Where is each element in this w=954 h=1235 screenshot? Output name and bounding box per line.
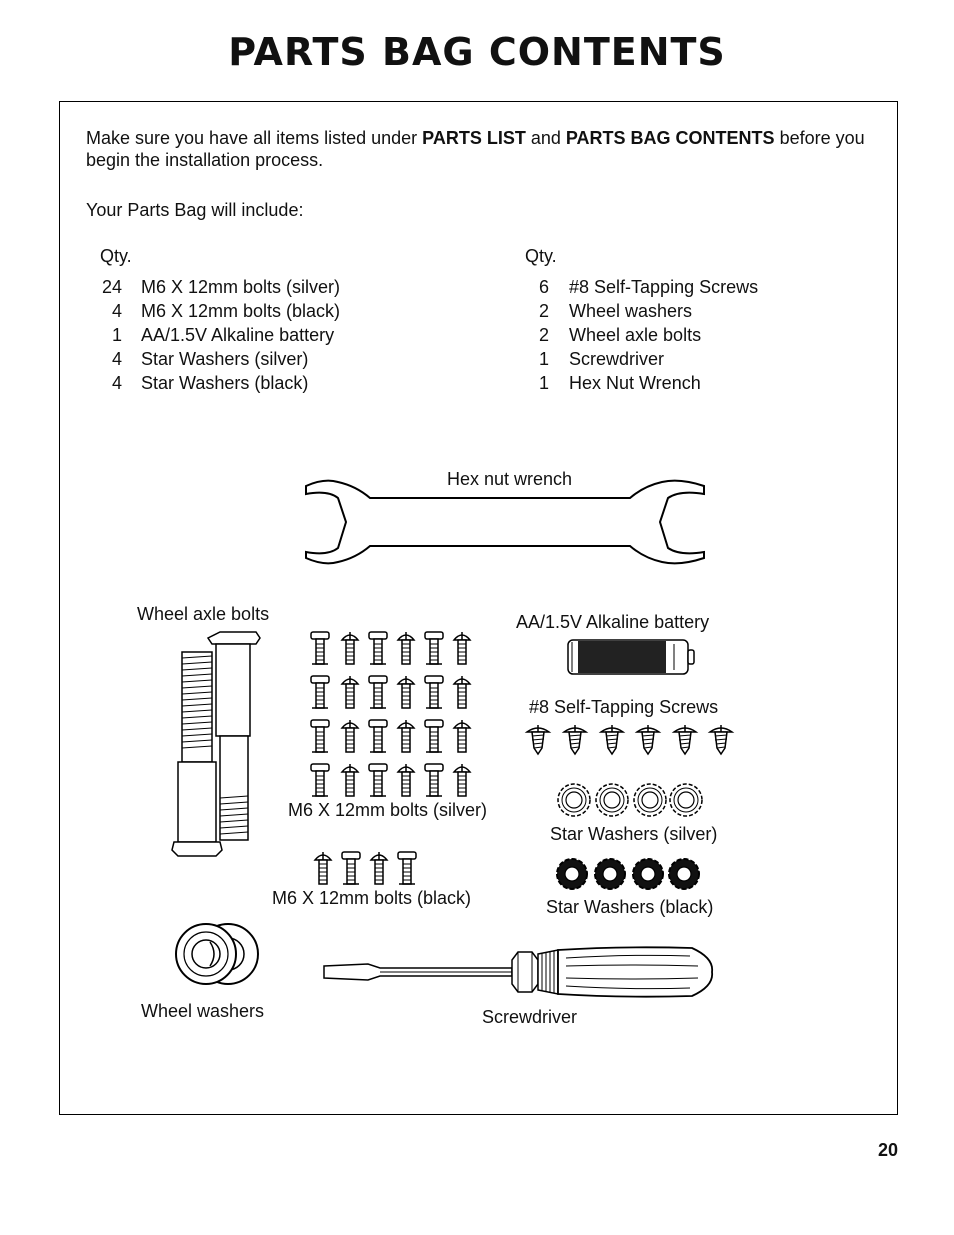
wheel-washers-illustration bbox=[170, 920, 265, 990]
item-name: Wheel washers bbox=[569, 301, 693, 321]
bolts-silver-illustration bbox=[310, 630, 480, 800]
star-washers-black-illustration bbox=[556, 856, 706, 896]
wheel-washers-label: Wheel washers bbox=[141, 1001, 265, 1021]
page-number: 20 bbox=[877, 1140, 898, 1160]
screwdriver-label: Screwdriver bbox=[482, 1007, 578, 1027]
intro-text-mid: and bbox=[525, 128, 566, 148]
item-qty: 24 bbox=[101, 277, 122, 297]
qty-header-right: Qty. bbox=[525, 246, 557, 266]
battery-illustration bbox=[566, 638, 696, 678]
star-black-label: Star Washers (black) bbox=[546, 897, 714, 917]
intro-bold-parts-list: PARTS LIST bbox=[422, 128, 526, 148]
item-qty: 1 bbox=[111, 325, 122, 345]
self-tapping-screws-illustration bbox=[526, 724, 741, 758]
intro-text-post: before you begin the installation process. bbox=[86, 128, 865, 170]
bolts-black-illustration bbox=[313, 850, 423, 888]
intro-text-pre: Make sure you have all items listed under bbox=[86, 128, 423, 148]
item-name: M6 X 12mm bolts (silver) bbox=[141, 277, 341, 297]
qty-header-left: Qty. bbox=[100, 246, 132, 266]
item-qty: 4 bbox=[111, 301, 122, 321]
bolts-black-label: M6 X 12mm bolts (black) bbox=[272, 888, 472, 908]
item-qty: 2 bbox=[538, 301, 549, 321]
axle-bolts-label: Wheel axle bolts bbox=[137, 604, 270, 624]
item-name: M6 X 12mm bolts (black) bbox=[141, 301, 341, 321]
item-name: Screwdriver bbox=[569, 349, 665, 369]
screwdriver-illustration bbox=[322, 944, 717, 1000]
intro-paragraph bbox=[86, 127, 886, 171]
self-tapping-label: #8 Self-Tapping Screws bbox=[529, 697, 719, 717]
star-silver-label: Star Washers (silver) bbox=[550, 824, 718, 844]
item-name: AA/1.5V Alkaline battery bbox=[141, 325, 335, 345]
battery-label: AA/1.5V Alkaline battery bbox=[516, 612, 710, 632]
item-qty: 4 bbox=[111, 349, 122, 369]
item-qty: 1 bbox=[538, 373, 549, 393]
item-qty: 4 bbox=[111, 373, 122, 393]
item-name: Wheel axle bolts bbox=[569, 325, 702, 345]
item-qty: 6 bbox=[538, 277, 549, 297]
intro-bold-parts-bag: PARTS BAG CONTENTS bbox=[565, 128, 775, 148]
item-name: Star Washers (black) bbox=[141, 373, 309, 393]
item-name: #8 Self-Tapping Screws bbox=[569, 277, 759, 297]
item-qty: 2 bbox=[538, 325, 549, 345]
star-washers-silver-illustration bbox=[556, 782, 706, 822]
bag-include-line: Your Parts Bag will include: bbox=[86, 200, 304, 220]
bolts-silver-label: M6 X 12mm bolts (silver) bbox=[288, 800, 488, 820]
axle-bolts-illustration bbox=[168, 630, 268, 860]
page-title: PARTS BAG CONTENTS bbox=[228, 30, 726, 74]
wrench-label: Hex nut wrench bbox=[447, 469, 573, 489]
item-qty: 1 bbox=[538, 349, 549, 369]
item-name: Hex Nut Wrench bbox=[569, 373, 701, 393]
item-name: Star Washers (silver) bbox=[141, 349, 309, 369]
